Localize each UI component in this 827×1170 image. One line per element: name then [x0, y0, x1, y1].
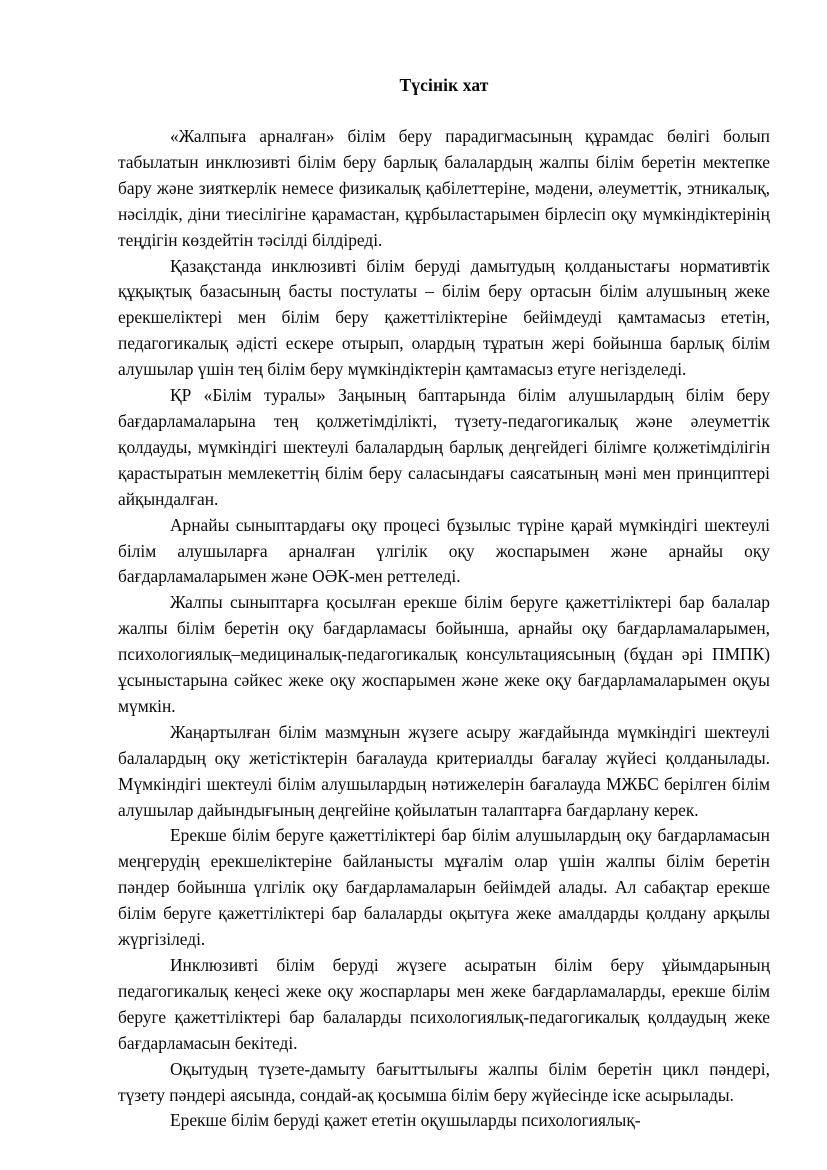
- paragraph-10: Ерекше білім беруді қажет ететін оқушыларды психологиялық-: [170, 1110, 641, 1131]
- paragraph-4: Арнайы сыныптардағы оқу процесі бұзылыс түріне қарай мүмкіндігі шектеулі білім алушыларға арналған үлгілік оқу жоспарымен және арнайы оқу бағдарламаларымен және ОӘК-мен реттеледі.: [118, 514, 770, 587]
- page-title: Түсінік хат: [399, 75, 489, 95]
- paragraph-1: «Жалпыға арналған» білім беру парадигмасының құрамдас бөлігі болып табылатын инклюзивті білім беру барлық балалардың жалпы білім беретін мектепке бару және зияткерлік немесе физикалық қабілеттеріне, мәдени, әлеуметтік, этникалық, нәсілдік, діни тиесілігіне қарамастан, құрбыластарымен бірлесіп оқу мүмкіндіктерінің теңдігін көздейтін тәсілді білдіреді.: [118, 126, 770, 250]
- paragraph-6: Жаңартылған білім мазмұнын жүзеге асыру жағдайында мүмкіндігі шектеулі балалардың оқу жетістіктерін бағалауда критериалды бағалау жүйесі қолданылады. Мүмкіндігі шектеулі білім алушылардың нәтижелерін бағалауда МЖБС берілген білім алушылар дайындығының деңгейіне қойылатын талаптарға бағдарлану керек.: [118, 721, 770, 820]
- document-text-block: [118, 72, 770, 1134]
- paragraph-2: Қазақстанда инклюзивті білім беруді дамытудың қолданыстағы нормативтік құқықтық базасының басты постулаты – білім беру ортасын білім алушының жеке ерекшеліктері мен білім беру қажеттіліктеріне бейімдеуді қамтамасыз ететін, педагогикалық әдісті ескере отырып, олардың тұратын жері бойынша барлық білім алушылар үшін тең білім беру мүмкіндіктерін қамтамасыз етуге негізделеді.: [118, 255, 770, 380]
- paragraph-5: Жалпы сыныптарға қосылған ерекше білім беруге қажеттіліктері бар балалар жалпы білім беретін оқу бағдарламасы бойынша, арнайы оқу бағдарламаларымен, психологиялық–медициналық-педагогикалық консультациясының (бұдан әрі ПМПК) ұсыныстарына сәйкес жеке оқу жоспарымен және жеке оқу бағдарламаларымен оқуы мүмкін.: [118, 592, 770, 716]
- paragraph-9: Оқытудың түзете-дамыту бағыттылығы жалпы білім беретін цикл пәндері, түзету пәндері аясында, сондай-ақ қосымша білім беру жүйесінде іске асырылады.: [118, 1058, 770, 1105]
- paragraph-7: Ерекше білім беруге қажеттіліктері бар білім алушылардың оқу бағдарламасын меңгерудің ерекшеліктеріне байланысты мұғалім олар үшін жалпы білім беретін пәндер бойынша үлгілік оқу бағдарламаларын бейімдей алады. Ал сабақтар ерекше білім беруге қажеттіліктері бар балаларды оқытуға жеке амалдарды қолдану арқылы жүргізіледі.: [118, 825, 770, 950]
- paragraph-8: Инклюзивті білім беруді жүзеге асыратын білім беру ұйымдарының педагогикалық кеңесі жеке оқу жоспарлары мен жеке бағдарламаларды, ерекше білім беруге қажеттіліктері бар балаларды психологиялық-педагогикалық қолдаудың жеке бағдарламасын бекітеді.: [118, 955, 770, 1053]
- paragraph-3: ҚР «Білім туралы» Заңының баптарында білім алушылардың білім беру бағдарламаларына тең қолжетімділікті, түзету-педагогикалық және әлеуметтік қолдауды, мүмкіндігі шектеулі балалардың барлық деңгейдегі білімге қолжетімділігін қарастыратын мемлекеттің білім беру саласындағы саясатының мәні мен принциптері айқындалған.: [118, 385, 770, 509]
